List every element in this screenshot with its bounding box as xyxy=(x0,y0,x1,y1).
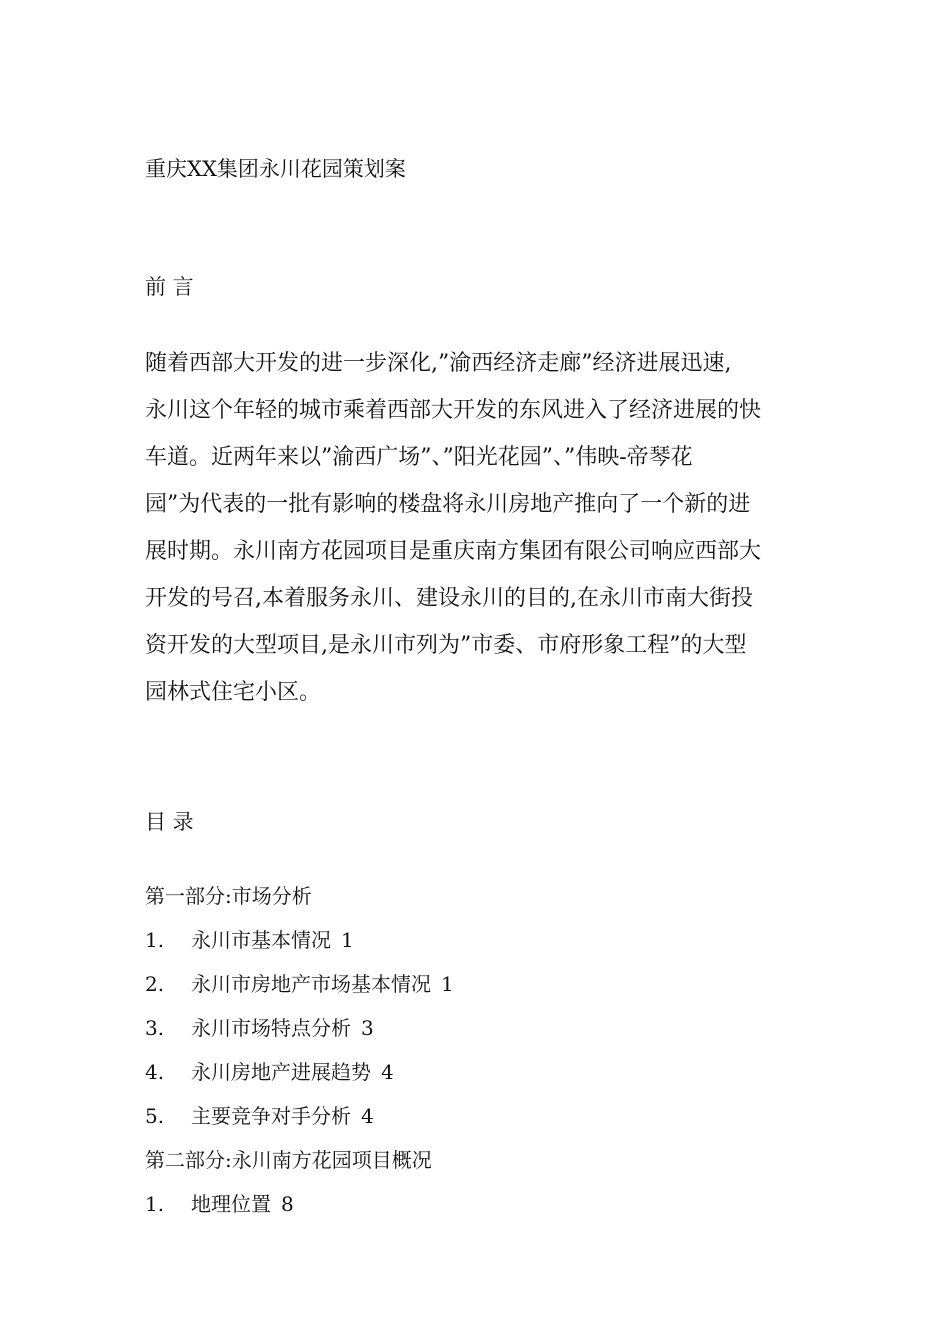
preface-line: 开发的号召,本着服务永川、建设永川的目的,在永川市南大街投 xyxy=(145,586,753,611)
toc-entry-number: 4. xyxy=(145,1060,165,1084)
toc-part-heading xyxy=(145,874,805,918)
toc-entry xyxy=(145,1182,805,1226)
toc-entry-number: 5. xyxy=(145,1104,165,1128)
preface-paragraph xyxy=(145,340,815,716)
toc-entry-number: 1. xyxy=(145,928,165,952)
preface-line: 园林式住宅小区。 xyxy=(145,680,322,705)
toc-entry-page: 4 xyxy=(381,1060,394,1084)
toc-entry-label: 永川市场特点分析 xyxy=(191,1016,351,1040)
preface-heading: 前 言 xyxy=(145,275,194,299)
toc-part-title: 第二部分:永川南方花园项目概况 xyxy=(145,1148,432,1172)
toc-entry-label: 永川市房地产市场基本情况 xyxy=(191,972,431,996)
toc-entry-page: 8 xyxy=(281,1192,294,1216)
toc-entry-page: 3 xyxy=(361,1016,374,1040)
toc-entry-number: 3. xyxy=(145,1016,165,1040)
toc-entry xyxy=(145,1094,805,1138)
preface-line: 随着西部大开发的进一步深化,”渝西经济走廊”经济进展迅速, xyxy=(145,351,732,376)
preface-line: 永川这个年轻的城市乘着西部大开发的东风进入了经济进展的快 xyxy=(145,398,762,423)
toc-entry xyxy=(145,962,805,1006)
toc-entry-label: 主要竞争对手分析 xyxy=(191,1104,351,1128)
preface-line: 资开发的大型项目,是永川市列为”市委、市府形象工程”的大型 xyxy=(145,633,747,658)
toc-entry xyxy=(145,918,805,962)
table-of-contents xyxy=(145,874,805,1226)
preface-line: 车道。近两年来以”渝西广场”、”阳光花园”、”伟映-帝琴花 xyxy=(145,445,693,470)
document-title: 重庆XX集团永川花园策划案 xyxy=(145,157,406,181)
preface-line: 园”为代表的一批有影响的楼盘将永川房地产推向了一个新的进 xyxy=(145,492,751,517)
preface-line: 展时期。永川南方花园项目是重庆南方集团有限公司响应西部大 xyxy=(145,539,762,564)
toc-entry xyxy=(145,1050,805,1094)
toc-part-heading xyxy=(145,1138,805,1182)
toc-entry-label: 永川房地产进展趋势 xyxy=(191,1060,371,1084)
toc-entry-page: 1 xyxy=(341,928,354,952)
toc-entry xyxy=(145,1006,805,1050)
toc-entry-number: 2. xyxy=(145,972,165,996)
toc-heading: 目 录 xyxy=(145,810,194,834)
toc-entry-label: 地理位置 xyxy=(191,1192,271,1216)
toc-entry-page: 1 xyxy=(441,972,454,996)
toc-entry-number: 1. xyxy=(145,1192,165,1216)
toc-entry-page: 4 xyxy=(361,1104,374,1128)
toc-part-title: 第一部分:市场分析 xyxy=(145,884,312,908)
toc-entry-label: 永川市基本情况 xyxy=(191,928,331,952)
